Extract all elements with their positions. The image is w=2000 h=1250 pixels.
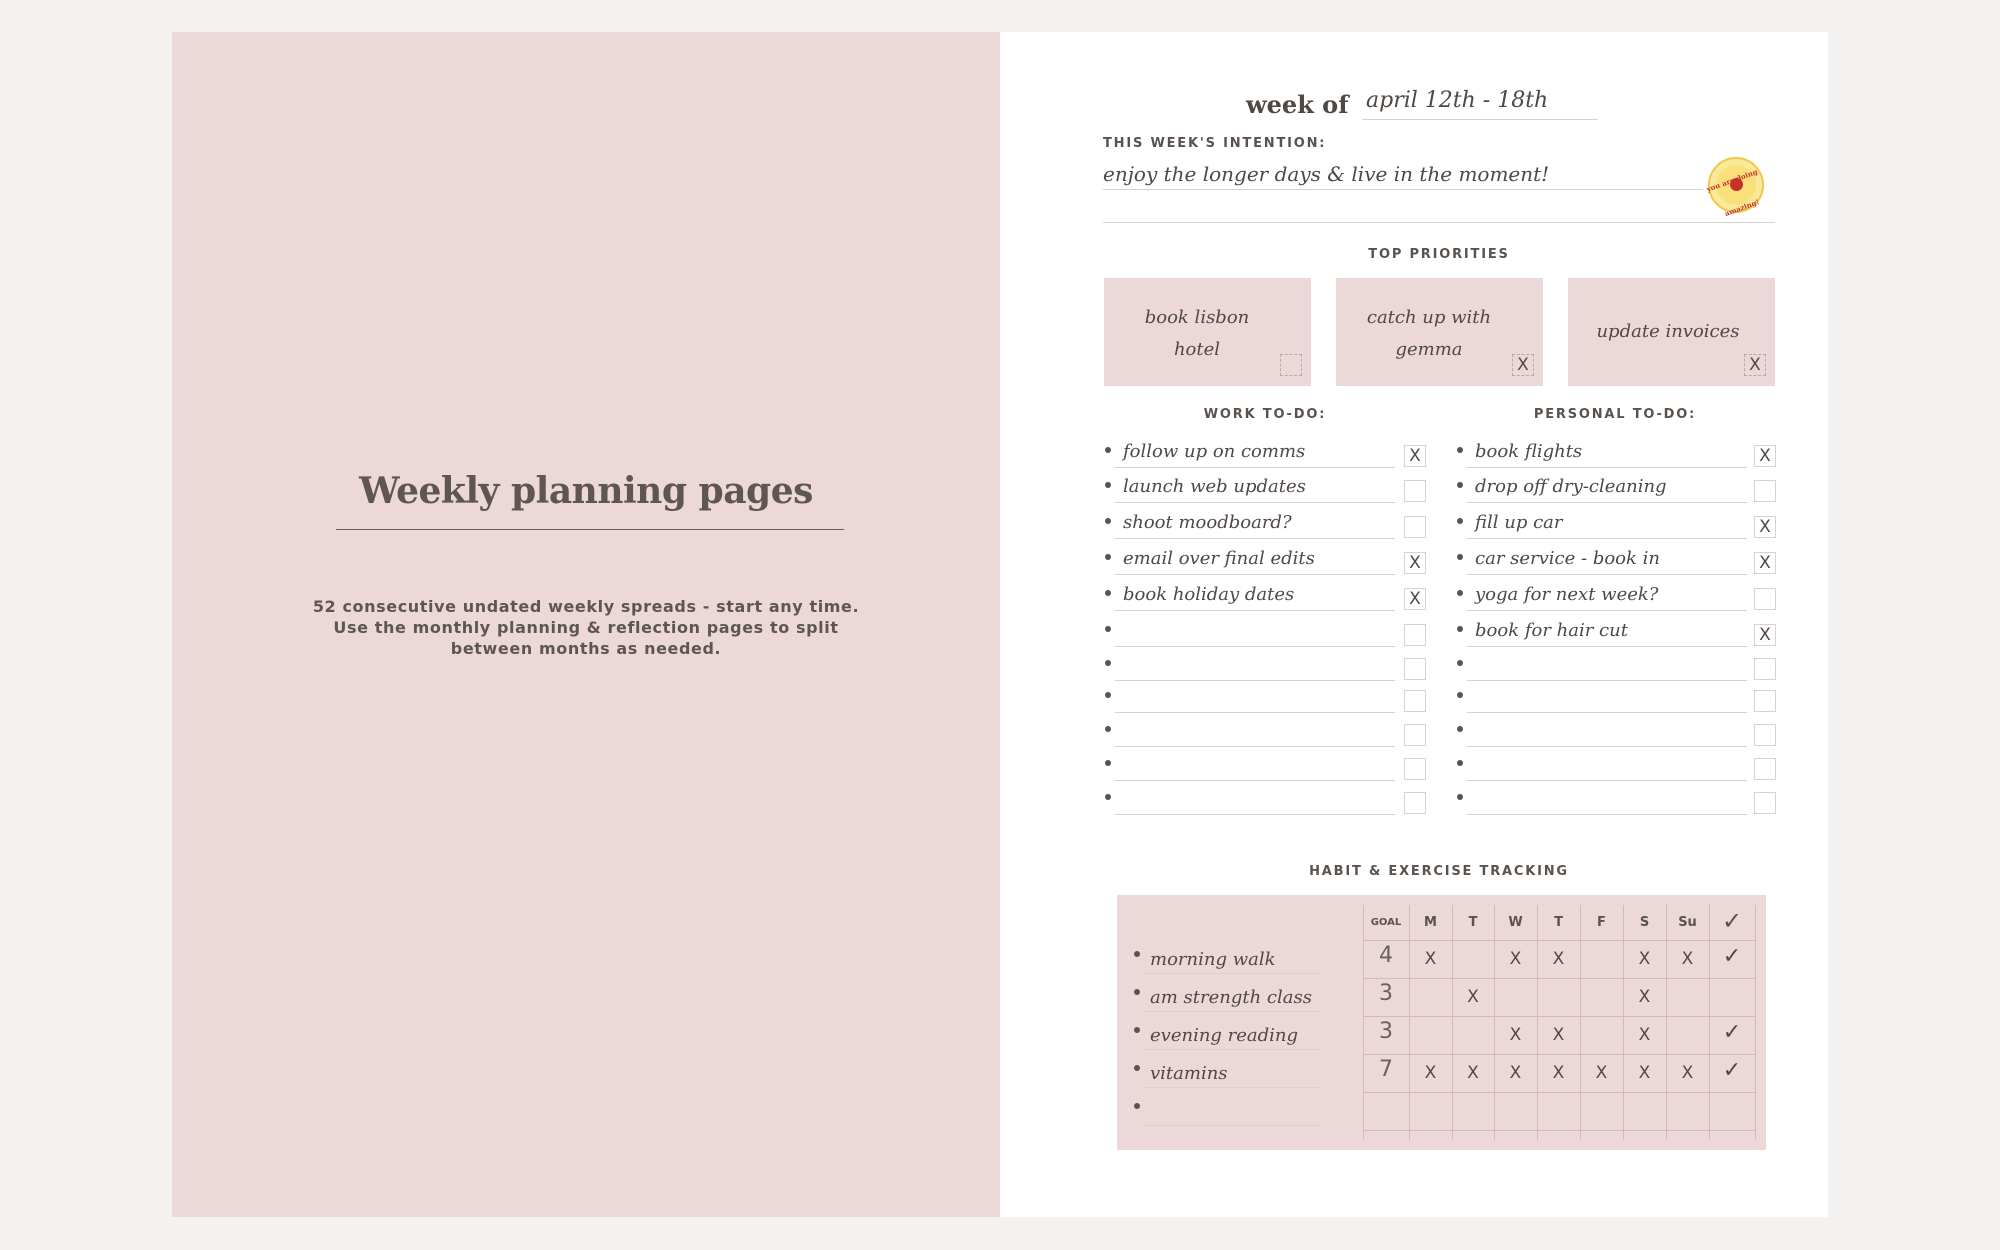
todo-bullet: [1105, 590, 1111, 596]
day-header: Su: [1678, 915, 1697, 930]
todo-checkbox[interactable]: X: [1754, 516, 1776, 538]
priority-card[interactable]: [1104, 278, 1311, 386]
todo-bullet: [1457, 518, 1463, 524]
description-line: Use the monthly planning & reflection pages to split: [333, 618, 839, 637]
priority-line: update invoices: [1596, 321, 1740, 342]
priority-line: catch up with: [1366, 307, 1492, 328]
todo-checkbox[interactable]: [1754, 690, 1776, 712]
week-label: week of: [1246, 90, 1349, 119]
todo-checkbox[interactable]: [1404, 792, 1426, 814]
todo-bullet: [1457, 590, 1463, 596]
grid-row-line: [1363, 1016, 1755, 1017]
personal-todo-heading: PERSONAL TO-DO:: [1533, 407, 1697, 422]
week-field[interactable]: april 12th - 18th: [1362, 88, 1598, 120]
priority-card[interactable]: [1568, 278, 1775, 386]
todo-line: [1115, 712, 1395, 713]
habit-day-cell[interactable]: X: [1424, 949, 1437, 969]
habit-tracker: [1117, 895, 1766, 1150]
todo-text[interactable]: book for hair cut: [1475, 620, 1628, 641]
habit-line: [1144, 973, 1322, 974]
habit-name[interactable]: morning walk: [1150, 949, 1276, 970]
habit-name[interactable]: vitamins: [1150, 1063, 1228, 1084]
habit-day-cell[interactable]: X: [1595, 1063, 1608, 1083]
todo-bullet: [1105, 482, 1111, 488]
habit-heading: HABIT & EXERCISE TRACKING: [1309, 864, 1569, 879]
todo-bullet: [1457, 760, 1463, 766]
todo-line: [1115, 574, 1395, 575]
day-header: M: [1424, 915, 1437, 930]
habit-name[interactable]: am strength class: [1150, 987, 1312, 1008]
todo-checkbox[interactable]: [1754, 792, 1776, 814]
habit-done-cell[interactable]: ✓: [1722, 1058, 1742, 1083]
todo-text[interactable]: email over final edits: [1123, 548, 1315, 569]
habit-goal[interactable]: 7: [1379, 1057, 1393, 1082]
page-title: Weekly planning pages: [359, 470, 813, 512]
todo-text[interactable]: launch web updates: [1123, 476, 1306, 497]
todo-line: [1115, 680, 1395, 681]
day-header: T: [1468, 915, 1478, 930]
habit-line: [1144, 1087, 1322, 1088]
habit-goal[interactable]: 3: [1379, 981, 1393, 1006]
priority-text: [1354, 302, 1504, 366]
todo-checkbox[interactable]: [1404, 724, 1426, 746]
todo-checkbox[interactable]: X: [1754, 624, 1776, 646]
habit-name[interactable]: evening reading: [1150, 1025, 1299, 1046]
habit-goal[interactable]: 3: [1379, 1019, 1393, 1044]
habit-done-cell[interactable]: ✓: [1722, 1020, 1742, 1045]
todo-text[interactable]: car service - book in: [1475, 548, 1660, 569]
day-header: F: [1597, 915, 1606, 930]
todo-line: [1115, 538, 1395, 539]
todo-line: [1115, 746, 1395, 747]
grid-row-line: [1363, 1092, 1755, 1093]
todo-bullet: [1105, 518, 1111, 524]
day-header: S: [1639, 915, 1650, 930]
habit-day-cell[interactable]: X: [1638, 1025, 1651, 1045]
todo-bullet: [1457, 726, 1463, 732]
priority-checkbox[interactable]: X: [1512, 354, 1534, 376]
todo-line: [1467, 610, 1747, 611]
todo-checkbox[interactable]: [1404, 516, 1426, 538]
todo-bullet: [1105, 626, 1111, 632]
todo-bullet: [1105, 760, 1111, 766]
todo-bullet: [1105, 447, 1111, 453]
habit-day-cell[interactable]: X: [1552, 949, 1565, 969]
todo-text[interactable]: shoot moodboard?: [1123, 512, 1292, 533]
todo-checkbox[interactable]: [1754, 658, 1776, 680]
habit-day-cell[interactable]: X: [1424, 1063, 1437, 1083]
todo-checkbox[interactable]: [1754, 480, 1776, 502]
priority-checkbox[interactable]: [1280, 354, 1302, 376]
intention-line: [1103, 222, 1775, 223]
grid-row-line: [1363, 978, 1755, 979]
todo-bullet: [1105, 794, 1111, 800]
title-divider: [336, 529, 844, 530]
todo-text[interactable]: fill up car: [1475, 512, 1563, 533]
todo-bullet: [1457, 482, 1463, 488]
sticker-text: you are doing amazing!: [1705, 166, 1761, 219]
habit-day-cell[interactable]: X: [1681, 1063, 1694, 1083]
habit-day-cell[interactable]: X: [1638, 987, 1651, 1007]
priority-line: hotel: [1173, 339, 1221, 360]
habit-line: [1144, 1011, 1322, 1012]
priority-card[interactable]: [1336, 278, 1543, 386]
todo-bullet: [1457, 794, 1463, 800]
habit-day-cell[interactable]: X: [1552, 1063, 1565, 1083]
priorities-heading: TOP PRIORITIES: [1368, 247, 1510, 262]
habit-line: [1144, 1049, 1322, 1050]
habit-day-cell[interactable]: X: [1638, 1063, 1651, 1083]
grid-row-line: [1363, 940, 1755, 941]
todo-line: [1115, 780, 1395, 781]
habit-done-cell[interactable]: ✓: [1722, 944, 1742, 969]
todo-checkbox[interactable]: [1754, 758, 1776, 780]
description-line: 52 consecutive undated weekly spreads - start any time.: [312, 597, 860, 616]
todo-text[interactable]: yoga for next week?: [1475, 584, 1659, 605]
todo-checkbox[interactable]: [1754, 588, 1776, 610]
todo-checkbox[interactable]: [1754, 724, 1776, 746]
todo-checkbox[interactable]: [1404, 690, 1426, 712]
todo-text[interactable]: drop off dry-cleaning: [1475, 476, 1667, 497]
habit-day-cell[interactable]: X: [1509, 1025, 1522, 1045]
grid-row-line: [1363, 1130, 1755, 1131]
habit-day-cell[interactable]: X: [1681, 949, 1694, 969]
page-description: [172, 596, 1000, 659]
todo-checkbox[interactable]: [1404, 658, 1426, 680]
habit-goal[interactable]: 4: [1379, 943, 1393, 968]
habit-day-cell[interactable]: X: [1552, 1025, 1565, 1045]
intention-field[interactable]: enjoy the longer days & live in the moment!: [1103, 162, 1703, 190]
todo-checkbox[interactable]: [1404, 480, 1426, 502]
todo-line: [1467, 814, 1747, 815]
habit-day-cell[interactable]: X: [1638, 949, 1651, 969]
todo-text[interactable]: book flights: [1475, 441, 1583, 462]
done-header: ✓: [1721, 907, 1743, 935]
todo-line: [1467, 680, 1747, 681]
todo-checkbox[interactable]: X: [1404, 588, 1426, 610]
todo-line: [1467, 646, 1747, 647]
left-page: [172, 32, 1000, 1217]
todo-bullet: [1105, 554, 1111, 560]
todo-line: [1115, 646, 1395, 647]
todo-line: [1467, 574, 1747, 575]
todo-text[interactable]: book holiday dates: [1123, 584, 1295, 605]
work-todo-heading: WORK TO-DO:: [1203, 407, 1327, 422]
priority-line: gemma: [1395, 339, 1463, 360]
todo-bullet: [1457, 692, 1463, 698]
todo-bullet: [1105, 726, 1111, 732]
todo-line: [1115, 814, 1395, 815]
grid-row-line: [1363, 1054, 1755, 1055]
habit-line: [1144, 1125, 1322, 1126]
day-header: W: [1508, 915, 1523, 930]
todo-bullet: [1105, 692, 1111, 698]
todo-line: [1115, 610, 1395, 611]
todo-line: [1467, 467, 1747, 468]
encouragement-sticker: [1705, 157, 1764, 219]
todo-bullet: [1457, 660, 1463, 666]
todo-line: [1467, 712, 1747, 713]
goal-header: GOAL: [1370, 917, 1402, 928]
todo-line: [1467, 502, 1747, 503]
todo-checkbox[interactable]: X: [1754, 445, 1776, 467]
todo-line: [1467, 538, 1747, 539]
todo-checkbox[interactable]: X: [1754, 552, 1776, 574]
todo-bullet: [1457, 447, 1463, 453]
todo-line: [1115, 467, 1395, 468]
todo-line: [1467, 780, 1747, 781]
habit-bullet: [1134, 1103, 1140, 1109]
habit-day-cell[interactable]: X: [1467, 987, 1479, 1007]
todo-bullet: [1457, 554, 1463, 560]
grid-column-line: [1755, 905, 1756, 1140]
todo-checkbox[interactable]: X: [1404, 445, 1426, 467]
habit-day-cell[interactable]: X: [1509, 1063, 1522, 1083]
priority-checkbox[interactable]: X: [1744, 354, 1766, 376]
habit-day-cell[interactable]: X: [1509, 949, 1522, 969]
todo-line: [1467, 746, 1747, 747]
habit-bullet: [1134, 1065, 1140, 1071]
priority-text: [1122, 302, 1272, 366]
description-line: between months as needed.: [450, 639, 722, 658]
todo-bullet: [1457, 626, 1463, 632]
todo-checkbox[interactable]: [1404, 758, 1426, 780]
intention-label: THIS WEEK'S INTENTION:: [1103, 136, 1327, 151]
habit-bullet: [1134, 989, 1140, 995]
habit-bullet: [1134, 1027, 1140, 1033]
priority-line: book lisbon: [1144, 307, 1250, 328]
todo-bullet: [1105, 660, 1111, 666]
habit-day-cell[interactable]: X: [1467, 1063, 1479, 1083]
todo-line: [1115, 502, 1395, 503]
priority-text: [1583, 316, 1753, 348]
todo-text[interactable]: follow up on comms: [1123, 441, 1306, 462]
todo-checkbox[interactable]: X: [1404, 552, 1426, 574]
day-header: T: [1554, 915, 1563, 930]
habit-bullet: [1134, 951, 1140, 957]
todo-checkbox[interactable]: [1404, 624, 1426, 646]
